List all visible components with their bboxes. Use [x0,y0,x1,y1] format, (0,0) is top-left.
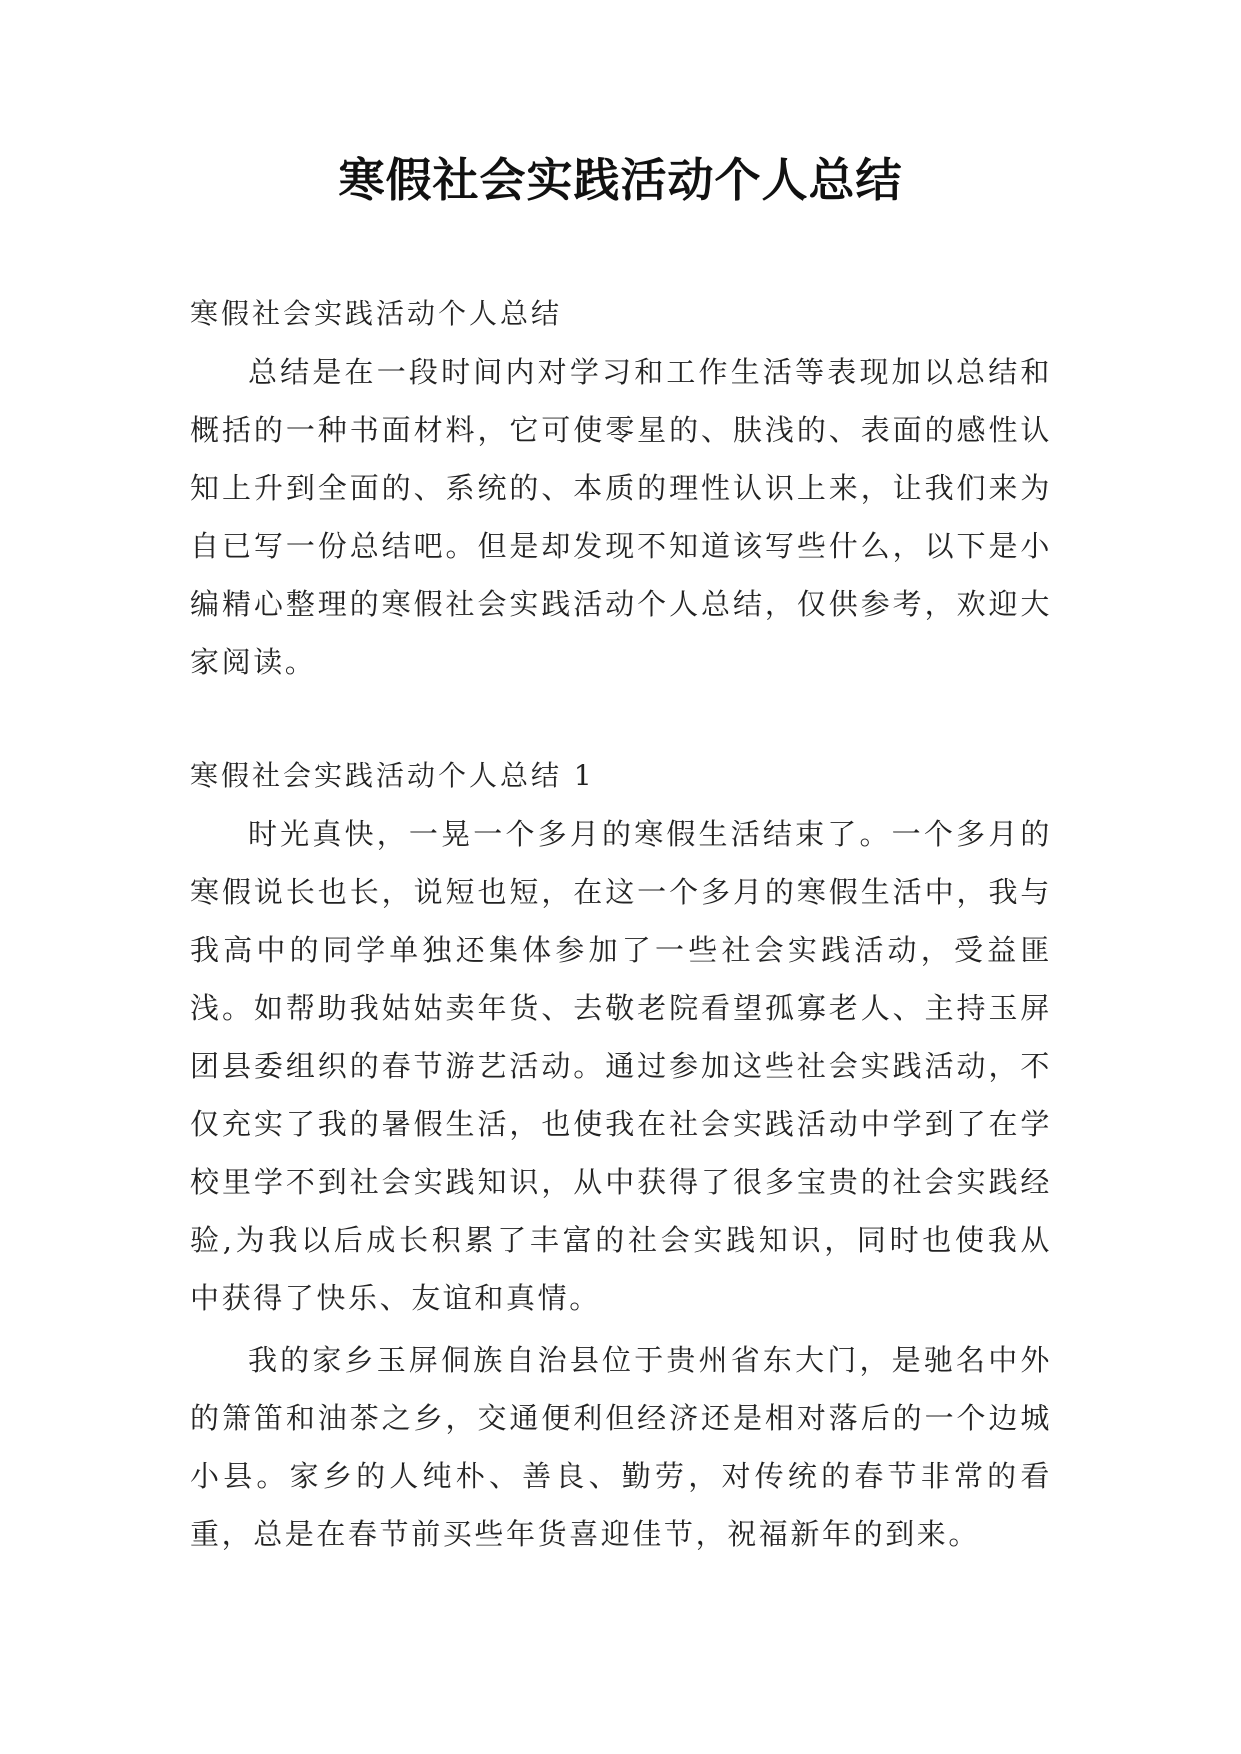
section-1-paragraph-1: 时光真快，一晃一个多月的寒假生活结束了。一个多月的寒假说长也长，说短也短，在这一个多月的寒假生活中，我与我高中的同学单独还集体参加了一些社会实践活动，受益匪浅。如帮助我姑姑卖年货、去敬老院看望孤寡老人、主持玉屏团县委组织的春节游艺活动。通过参加这些社会实践活动，不仅充实了我的暑假生活，也使我在社会实践活动中学到了在学校里学不到社会实践知识，从中获得了很多宝贵的社会实践经验,为我以后成长积累了丰富的社会实践知识，同时也使我从中获得了快乐、友谊和真情。 [190,817,1052,1315]
intro-paragraph: 总结是在一段时间内对学习和工作生活等表现加以总结和概括的一种书面材料，它可使零星的、肤浅的、表面的感性认知上升到全面的、系统的、本质的理性认识上来，让我们来为自已写一份总结吧。但是却发现不知道该写些什么，以下是小编精心整理的寒假社会实践活动个人总结，仅供参考，欢迎大家阅读。 [190,355,1052,679]
document-body [190,285,1052,1563]
document-title: 寒假社会实践活动个人总结 [338,153,903,207]
intro-heading: 寒假社会实践活动个人总结 [190,297,563,330]
section-1-paragraph-2: 我的家乡玉屏侗族自治县位于贵州省东大门，是驰名中外的箫笛和油茶之乡，交通便利但经济还是相对落后的一个边城小县。家乡的人纯朴、善良、勤劳，对传统的春节非常的看重，总是在春节前买些年货喜迎佳节，祝福新年的到来。 [190,1343,1052,1551]
section-1-heading: 寒假社会实践活动个人总结 1 [190,759,595,792]
